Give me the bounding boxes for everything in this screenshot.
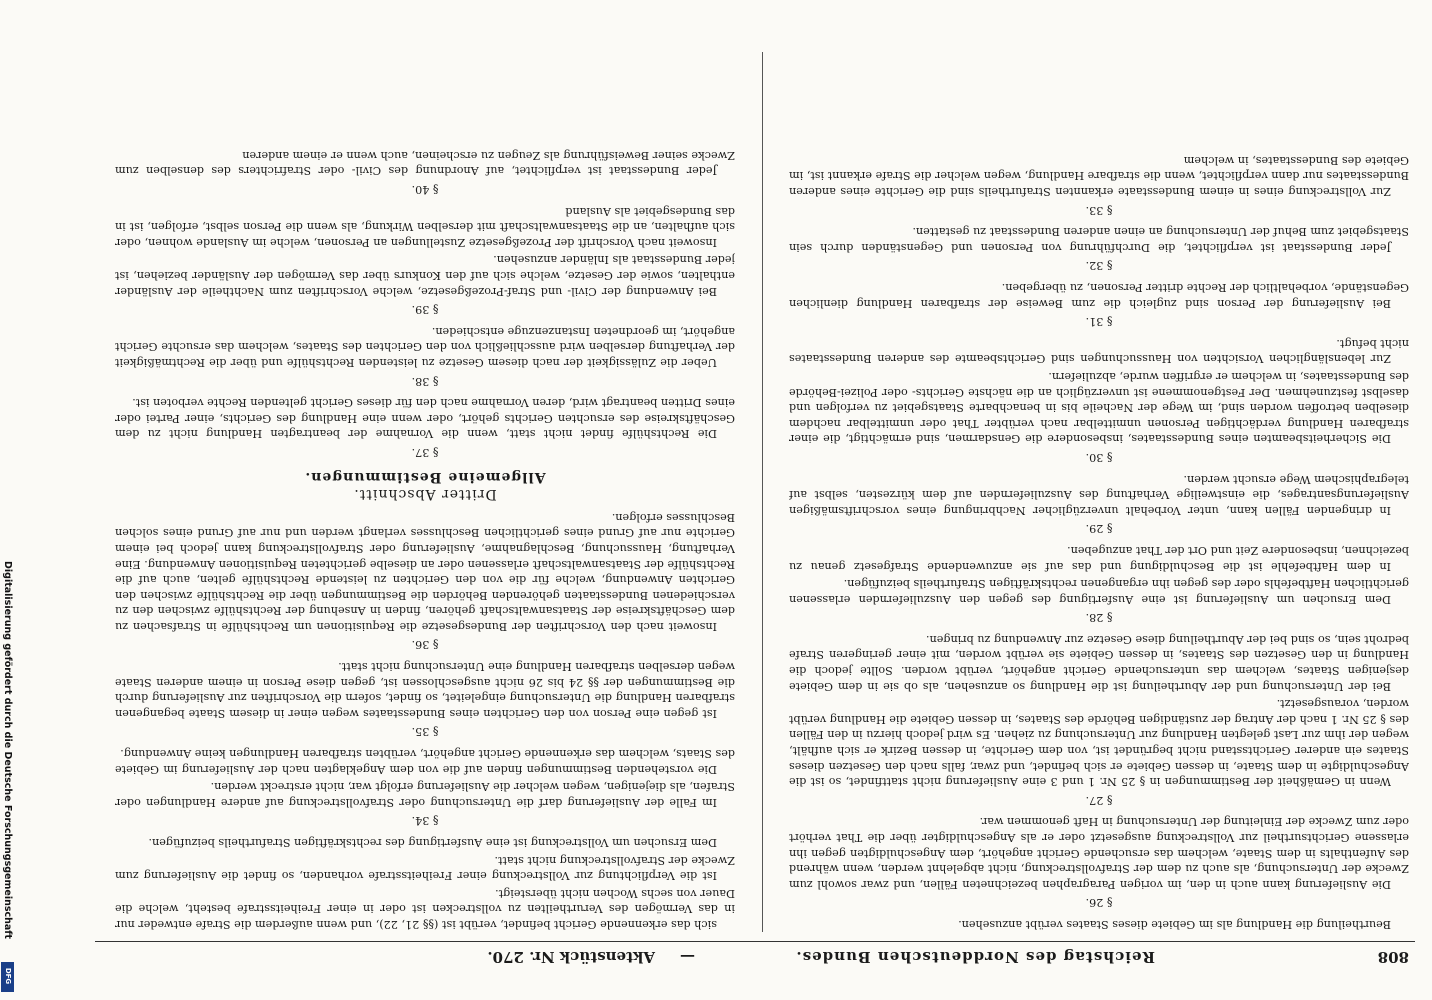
section-heading-39: § 39.	[411, 303, 439, 317]
paragraph: Im Falle der Auslieferung darf die Untersuchung oder Strafvollstreckung auf andere Handlungen oder Strafen, als diejenigen, wegen welcher die Auslieferung erfolgt war, nicht erstreckt werden.	[115, 780, 735, 809]
paragraph: Jeder Bundesstaat ist verpflichtet, die Durchführung von Personen und Gegenständen durch sein Staatsgebiet zum Behuf der Untersuchung an einen anderen Bundesstaat zu gestatten.	[789, 225, 1409, 254]
header-dash: —	[680, 948, 695, 966]
paragraph: Insoweit nach Vorschrift der Prozeßgesetze Zustellungen an Personen, welche im Auslande wohnen, oder sich aufhalten, an die Staatsanwaltschaft mit derselben Wirkung, als wenn die Person selbst, erfolgen, ist in das Bundesgebiet als Ausland	[115, 204, 735, 249]
section-heading-35: § 35.	[411, 725, 439, 739]
digitization-footer	[2, 560, 16, 990]
section-heading-32: § 32.	[1085, 259, 1113, 273]
column-divider	[762, 52, 763, 932]
section-heading-36: § 36.	[411, 638, 439, 652]
section-heading-27: § 27.	[1085, 793, 1113, 807]
paragraph: Die vorstehenden Bestimmungen finden auf die von dem Angeklagten nach der Auslieferung im Gebiete des Staats, welchem das erkennende Gericht angehört, verübten strafbaren Handlungen keine Anwendung.	[115, 747, 735, 776]
rotated-document-page	[95, 25, 1415, 970]
paragraph: Insoweit nach den Vorschriften der Bundesgesetze die Requisitionen um Rechtshülfe in Strafsachen zu dem Geschäftskreise der Staatsanwaltschaft gehören, finden in Ansehung der Rechtshülfe zwischen den zu verschiedenen Bundesstaaten gehörenden Behörden die Bestimmungen über die Rechtshülfe zwischen den Gerichten Anwendung, welche für die von den Gerichten zu leistende Rechtshülfe gelten, auch auf die Rechtshülfe der Staatsanwaltschaft erlassenen oder an dieselbe gerichteten Requisitionen Anwendung. Eine Verhaftung, Haussuchung, Beschlagnahme, Auslieferung oder Strafvollstreckung kann jedoch bei einem Gerichte nur auf Grund eines gerichtlichen Beschlusses verlangt werden und nur auf Grund eines solchen Beschlusses erfolgen.	[115, 510, 735, 633]
section-heading-29: § 29.	[1085, 522, 1113, 536]
part-title: Dritter Abschnitt.	[353, 486, 497, 503]
part-subtitle: Allgemeine Bestimmungen.	[304, 468, 546, 485]
paragraph: Dem Ersuchen um Auslieferung ist eine Ausfertigung des gegen den Auszuliefernden erlassenen gerichtlichen Haftbefehls oder des gegen ihn ergangenen rechtskräftigen Strafurtheils beizufügen.	[789, 577, 1409, 606]
section-heading-37: § 37.	[411, 445, 439, 459]
paragraph: In dem Haftbefehle ist die Beschuldigung und das auf sie anzuwendende Strafgesetz genau zu bezeichnen, insbesondere Zeit und Ort der That anzugeben.	[789, 543, 1409, 573]
section-heading-33: § 33.	[1085, 203, 1113, 217]
section-heading-31: § 31.	[1085, 315, 1113, 329]
paragraph: Die Sicherheitsbeamten eines Bundesstaates, insbesondere die Gensdarmen, sind ermächtigt, die einer strafbaren Handlung verdächtigen Personen unmittelbar nach verübter That oder unmittelbar nachdem dieselben betroffen worden sind, im Wege der Nacheile bis in benachbarte Staatsgebiet zu verfolgen und daselbst festzunehmen. Der Festgenommene ist unverzüglich an die nächste Gerichts- oder Polizei-Behörde des Bundesstaates, in welchem er ergriffen wurde, abzuliefern.	[789, 370, 1409, 446]
section-heading-38: § 38.	[411, 374, 439, 388]
paragraph: Ist die Verpflichtung zur Vollstreckung einer Freiheitsstrafe vorhanden, so findet die Auslieferung zum Zwecke der Strafvollstreckung nicht statt.	[115, 853, 735, 883]
section-heading-28: § 28.	[1085, 611, 1113, 625]
paragraph: Zur Vollstreckung eines in einem Bundesstaate erkannten Strafurtheils sind die Gerichte eines anderen Bundesstaates nur dann verpflichtet, wenn die strafbare Handlung, wegen welcher die Strafe erkannt ist, im Gebiete des Bundesstaates, in welchem	[789, 153, 1409, 199]
paragraph: Dem Ersuchen um Vollstreckung ist eine Ausfertigung des rechtskräftigen Strafurtheils beizufügen.	[148, 836, 717, 850]
digitization-note: Digitalisierung gefördert durch die Deutsche Forschungsgemeinschaft	[2, 561, 13, 939]
paragraph: Ueber die Zulässigkeit der nach diesem Gesetze zu leistenden Rechtshülfe und über die Rechtmäßigkeit der Verhaftung derselben wird ausschließlich von den Gerichten des Staates, welchem das ersuchte Gericht angehört, im geordneten Instanzenzuge entschieden.	[115, 324, 735, 369]
paragraph: Jeder Bundesstaat ist verpflichtet, auf Anordnung des Civil- oder Strafrichters des denselben zum Zwecke seiner Beweisführung als Zeugen zu erscheinen, auch wenn er einem anderen	[115, 148, 735, 178]
paragraph: Ist gegen eine Person von den Gerichten eines Bundesstaates wegen einer in diesem Staate begangenen strafbaren Handlung die Untersuchung eingeleitet, so findet, sofern die Vorschriften zur Auslieferung durch die Bestimmungen der §§ 24 bis 26 nicht ausgeschlossen ist, gegen diese Person in einem anderen Staate wegen derselben strafbaren Handlung eine Untersuchung nicht statt.	[115, 660, 735, 720]
paragraph: Zur lebenslänglichen Vorsichten von Haussuchungen sind Gerichtsbeamte des anderen Bundesstaates nicht befugt.	[789, 336, 1409, 366]
paragraph: Bei Anwendung der Civil- und Straf-Prozeßgesetze, welche Vorschriften zum Nachtheile der Ausländer enthalten, sowie der Gesetze, welche sich auf den Konkurs über das Vermögen der Ausländer beziehen, ist jeder Bundesstaat als Inländer anzusehen.	[115, 253, 735, 298]
left-column	[789, 32, 1409, 932]
paragraph: Bei der Untersuchung und der Aburtheilung ist die Handlung so anzusehen, als ob sie in dem Gebiete desjenigen Staates, welchem das untersuchende Gericht angehört, verübt worden. Sollte jedoch die Handlung in den Gesetzen des Staates, in dessen Gebiete sie verübt worden, mit einer geringeren Strafe bedroht sein, so sind bei der Aburtheilung diese Gesetze zur Anwendung zu bringen.	[789, 632, 1409, 693]
right-column	[115, 32, 735, 932]
paragraph: Die Rechtshülfe findet nicht statt, wenn die Vornahme der beantragten Handlung nicht zu dem Geschäftskreise des ersuchten Gerichts gehört, oder wenn eine Handlung des Gerichts, einer Partei oder eines Dritten beantragt wird, deren Vornahme nach den für dieses Gericht geltenden Rechte verboten ist.	[115, 396, 735, 441]
paragraph: Wenn in Gemäßheit der Bestimmungen in § 25 Nr. 1 und 3 eine Auslieferung nicht stattfindet, so ist die Angeschuldigte in dem Staate, in dessen Gebiete er sich befindet, und zwar, falls nach den Gesetzen dieses Staates ein anderer Gerichtsstand nicht begründet ist, von dem Gerichte, in dessen Bezirk er sich aufhält, wegen der ihm zur Last gelegten Handlung zur Untersuchung zu ziehen. Es wird jedoch hierzu in den Fällen des § 25 Nr. 1 nach der Antrag der zuständigen Behörde des Staates, in dessen Gebiete die Handlung verübt worden, vorausgesetzt.	[789, 697, 1409, 789]
page-header	[95, 941, 1415, 970]
section-heading-26: § 26.	[1085, 896, 1113, 910]
paragraph: Beurtheilung die Handlung als im Gebiete dieses Staates verübt anzusehen.	[958, 918, 1391, 931]
section-heading-30: § 30.	[1085, 450, 1113, 464]
section-heading-34: § 34.	[411, 814, 439, 828]
section-heading-40: § 40.	[411, 183, 439, 197]
paragraph: sich das erkennende Gericht befindet, verübt ist (§§ 21, 22), und wenn außerdem die Strafe entweder nur in das Vermögen des Verurtheilten zu vollstrecken ist oder in einer Freiheitsstrafe besteht, welche die Dauer von sechs Wochen nicht übersteigt.	[115, 886, 735, 931]
journal-title: Reichstag des Norddeutschen Bundes.	[795, 948, 1155, 966]
paragraph: Die Auslieferung kann auch in den, im vorigen Paragraphen bezeichneten Fällen, und zwar sowohl zum Zwecke der Untersuchung, als auch zu dem der Strafvollstreckung, nicht abgelehnt werden, wenn während des Aufenthalts in dem Staate, welchem das ersuchende Gericht angehört, dem Angeschuldigten gegen ihn erlassene Gerichtsurtheil zur Vollstreckung ausgesetzt oder er als Angeschuldigter über die That verhört oder zum Zwecke der Einleitung der Untersuchung in Haft genommen war.	[789, 815, 1409, 891]
page-number: 808	[1377, 948, 1409, 966]
document-number: Aktenstück Nr. 270.	[487, 948, 655, 966]
dfg-logo-text: DFG	[4, 967, 12, 985]
paragraph: In dringenden Fällen kann, unter Vorbehalt unverzüglicher Nachbringung eines vorschriftsmäßigen Auslieferungsantrages, die einstweilige Verhaftung des Auszuliefernden auf dem kürzesten, selbst auf telegraphischem Wege ersucht werden.	[789, 472, 1409, 517]
paragraph: Bei Auslieferung der Person sind zugleich die zum Beweise der strafbaren Handlung dienlichen Gegenstände, vorbehaltlich der Rechte dritter Personen, zu übergeben.	[789, 281, 1409, 310]
dfg-logo	[1, 962, 14, 992]
